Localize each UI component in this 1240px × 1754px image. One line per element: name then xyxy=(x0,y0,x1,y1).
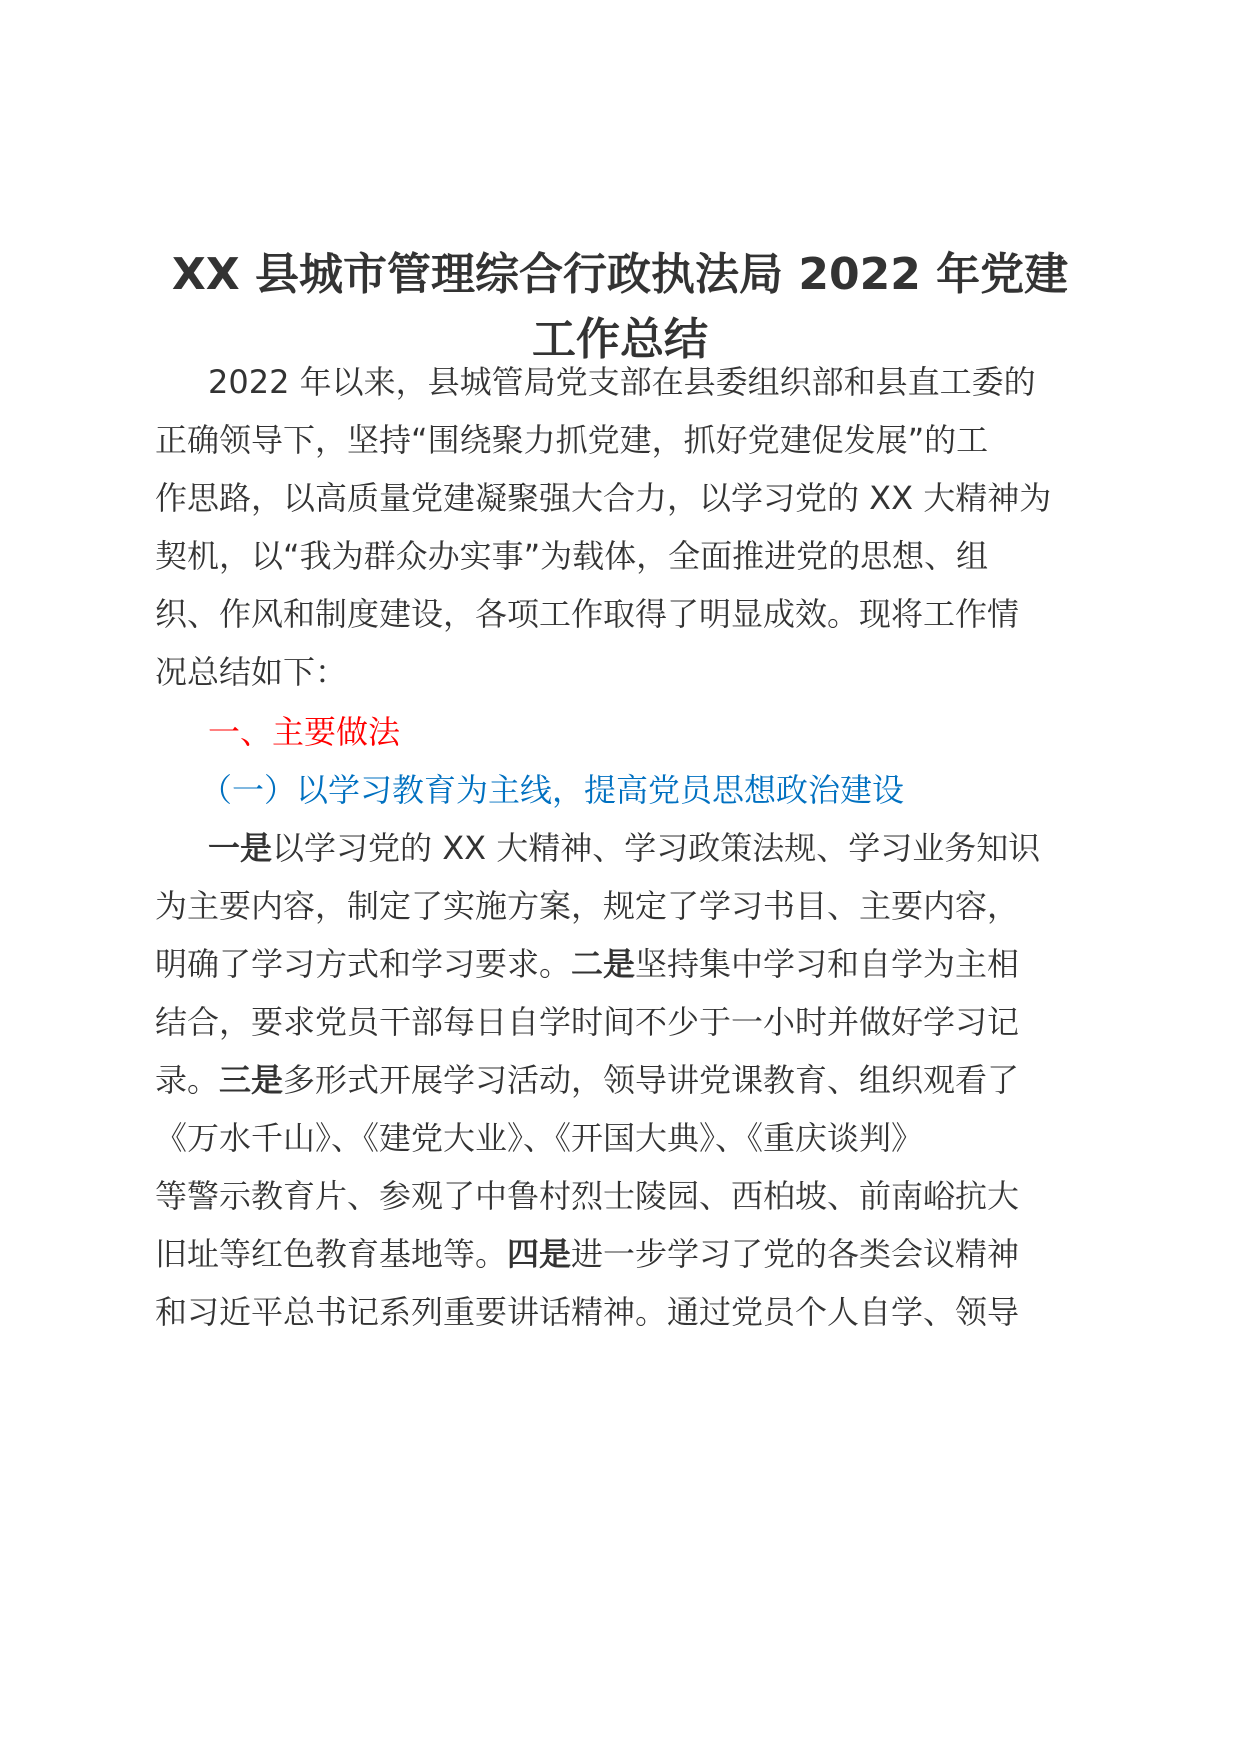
point-marker-1: 一是 xyxy=(208,829,273,867)
body-line-2: 为主要内容，制定了实施方案，规定了学习书目、主要内容， xyxy=(155,887,1020,925)
intro-line-4: 契机，以“我为群众办实事”为载体，全面推进党的思想、组 xyxy=(155,537,989,575)
body-line-3 xyxy=(155,938,1019,990)
point-marker-3: 三是 xyxy=(219,1061,284,1099)
intro-line-3: 作思路，以高质量党建凝聚强大合力，以学习党的 XX 大精神为 xyxy=(155,479,1052,517)
intro-line-6: 况总结如下： xyxy=(155,653,348,691)
body-text: 以学习党的 XX 大精神、学习政策法规、学习业务知识 xyxy=(272,829,1041,867)
body-text: 坚持集中学习和自学为主相 xyxy=(635,945,1020,983)
body-text: 进一步学习了党的各类会议精神 xyxy=(571,1235,1020,1273)
document-title-line-1: XX 县城市管理综合行政执法局 2022 年党建 xyxy=(171,249,1069,300)
body-line-8 xyxy=(155,1228,1019,1280)
subsection-heading: （一）以学习教育为主线，提高党员思想政治建设 xyxy=(200,771,905,809)
body-text: 旧址等红色教育基地等。 xyxy=(155,1235,508,1273)
body-text: 明确了学习方式和学习要求。 xyxy=(155,945,572,983)
intro-line-1: 2022 年以来，县城管局党支部在县委组织部和县直工委的 xyxy=(208,363,1036,401)
body-line-9: 和习近平总书记系列重要讲话精神。通过党员个人自学、领导 xyxy=(155,1293,1020,1331)
body-text: 录。 xyxy=(155,1061,220,1099)
point-marker-2: 二是 xyxy=(571,945,636,983)
body-line-6: 《万水千山》、《建党大业》、《开国大典》、《重庆谈判》 xyxy=(155,1119,924,1157)
body-line-5 xyxy=(155,1054,1019,1106)
body-line-1 xyxy=(208,822,1040,874)
document-title-line-2: 工作总结 xyxy=(532,314,708,365)
section-heading: 一、主要做法 xyxy=(208,713,401,751)
body-line-4: 结合，要求党员干部每日自学时间不少于一小时并做好学习记 xyxy=(155,1003,1020,1041)
intro-line-2: 正确领导下，坚持“围绕聚力抓党建，抓好党建促发展”的工 xyxy=(155,421,989,459)
intro-line-5: 织、作风和制度建设，各项工作取得了明显成效。现将工作情 xyxy=(155,595,1020,633)
body-line-7: 等警示教育片、参观了中鲁村烈士陵园、西柏坡、前南峪抗大 xyxy=(155,1177,1020,1215)
point-marker-4: 四是 xyxy=(507,1235,572,1273)
body-text: 多形式开展学习活动，领导讲党课教育、组织观看了 xyxy=(283,1061,1020,1099)
